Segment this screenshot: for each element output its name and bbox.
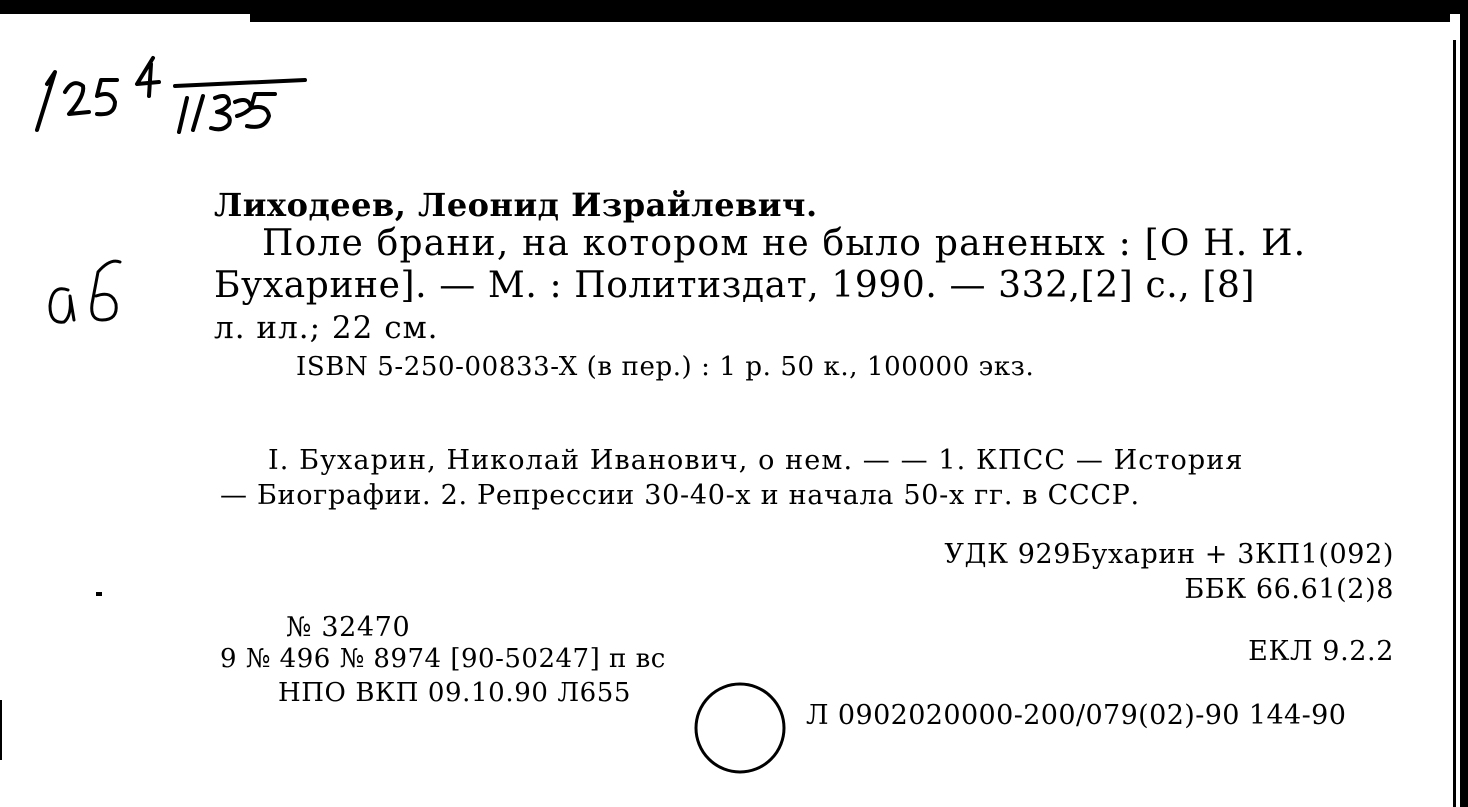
order-line: 9 № 496 № 8974 [90-50247] п вс <box>220 644 666 674</box>
subjects-line-1: I. Бухарин, Николай Иванович, о нем. — — 1. КПСС — История <box>268 445 1244 476</box>
title-line-3: л. ил.; 22 см. <box>214 310 439 346</box>
scan-edge-left <box>0 700 2 760</box>
circle-stamp-icon <box>688 678 792 778</box>
scan-edge-right-inner <box>1453 40 1456 807</box>
ekl-code: ЕКЛ 9.2.2 <box>1248 636 1394 667</box>
speck-mark <box>96 592 102 596</box>
l-code: Л 0902020000-200/079(02)-90 144-90 <box>806 700 1347 731</box>
bbk-code: ББК 66.61(2)8 <box>1184 574 1394 605</box>
title-line-1: Поле брани, на котором не было раненых : [О Н. И. <box>262 223 1307 264</box>
scan-edge-right <box>1460 0 1468 807</box>
npo-line: НПО ВКП 09.10.90 Л655 <box>278 678 632 708</box>
handwritten-margin-mark <box>40 250 140 340</box>
author-heading: Лиходеев, Леонид Израйлевич. <box>214 186 818 224</box>
isbn-line: ISBN 5-250-00833-X (в пер.) : 1 р. 50 к., 100000 экз. <box>296 352 1035 382</box>
handwritten-shelfmark <box>25 50 325 140</box>
scan-edge-top-inner <box>250 14 1450 22</box>
scan-edge-top <box>0 0 1468 14</box>
title-line-2: Бухарине]. — М. : Политиздат, 1990. — 332,[2] с., [8] <box>214 265 1256 306</box>
card-number: № 32470 <box>286 612 411 643</box>
subjects-line-2: — Биографии. 2. Репрессии 30-40-х и начала 50-х гг. в СССР. <box>220 480 1140 511</box>
udk-code: УДК 929Бухарин + 3КП1(092) <box>944 539 1394 570</box>
